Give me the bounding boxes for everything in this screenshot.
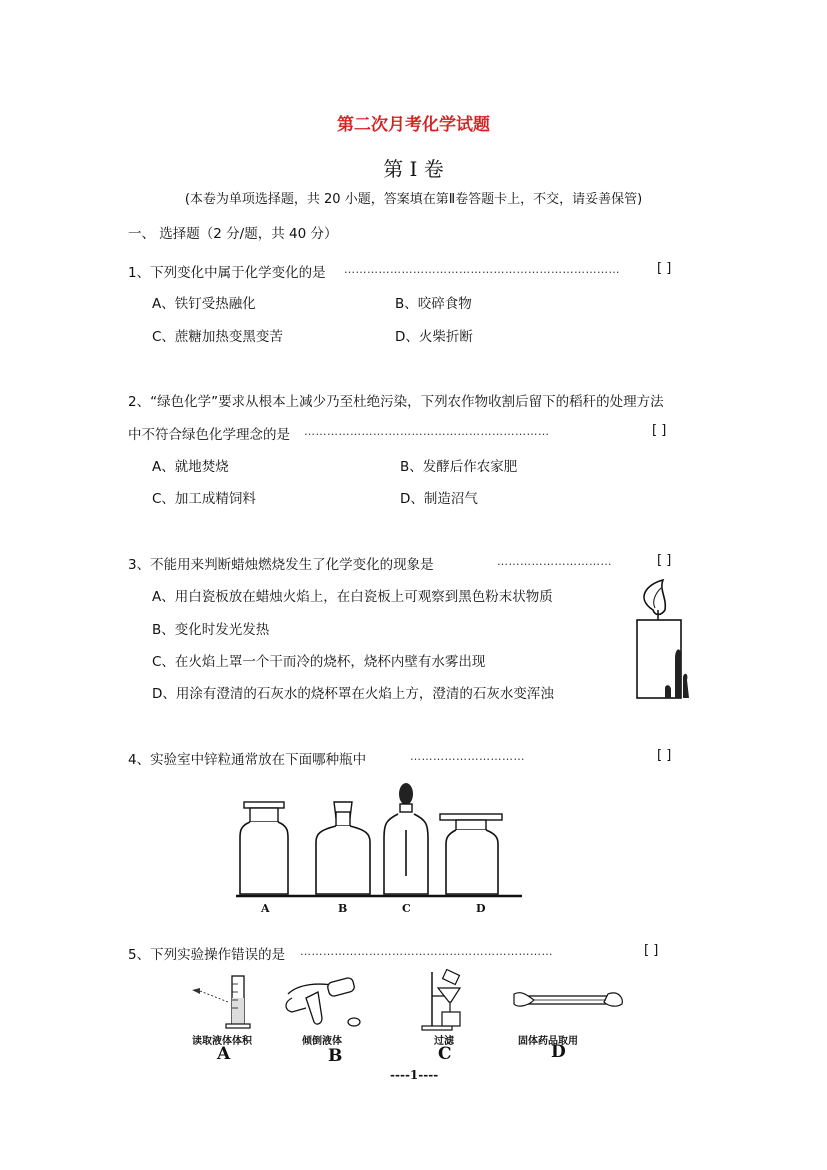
question-1-option-c: C、蔗糖加热变黑变苦: [152, 329, 283, 345]
operation-a-graduated-cylinder: [192, 976, 250, 1028]
question-1-option-a: A、铁钉受热融化: [152, 296, 256, 312]
bottle-label-b: B: [338, 902, 348, 915]
operation-caption-b: 倾倒液体: [302, 1036, 342, 1047]
candle-illustration: [625, 580, 705, 700]
question-2-dots: ………………….……………………………………: [304, 425, 550, 438]
question-3-dots: …………………………: [497, 555, 612, 568]
question-3-answer-bracket: [ ]: [657, 553, 672, 568]
section-heading: 一、 选择题（2 分/题，共 40 分）: [128, 226, 338, 242]
operation-b-pouring-liquid: [286, 977, 360, 1026]
question-4-dots: …………………………: [410, 750, 525, 763]
question-5-stem: 5、下列实验操作错误的是: [128, 947, 286, 963]
question-2-option-d: D、制造沼气: [400, 491, 478, 507]
bottle-label-a: A: [261, 902, 270, 915]
exam-title: 第二次月考化学试题: [337, 115, 490, 135]
operation-c-filtration: [422, 970, 460, 1030]
question-4-stem: 4、实验室中锌粒通常放在下面哪种瓶中: [128, 752, 367, 768]
instruction-note: (本卷为单项选择题，共 20 小题，答案填在第Ⅱ卷答题卡上，不交，请妥善保管): [184, 192, 643, 207]
bottle-b: [316, 802, 370, 894]
bottle-label-d: D: [476, 902, 486, 915]
question-1-dots: ………………………………………………………………: [344, 263, 620, 276]
question-3-option-d: D、用涂有澄清的石灰水的烧杯罩在火焰上方，澄清的石灰水变浑浊: [152, 686, 554, 702]
page-number: ----1----: [390, 1068, 439, 1082]
question-2-answer-bracket: [ ]: [652, 423, 667, 438]
part-heading: 第 I 卷: [383, 157, 444, 181]
operation-letter-a: A: [217, 1044, 231, 1064]
operation-letter-b: B: [328, 1046, 343, 1066]
operation-caption-c: 过滤: [434, 1036, 454, 1047]
bottle-c: [384, 783, 428, 894]
operation-caption-a: 读取液体体积: [192, 1036, 252, 1047]
question-2-stem: 2、“绿色化学”要求从根本上减少乃至杜绝污染，下列农作物收割后留下的稻秆的处理方法: [128, 394, 664, 410]
operation-letter-c: C: [438, 1044, 452, 1064]
question-1-answer-bracket: [ ]: [657, 261, 672, 276]
question-1-option-b: B、咬碎食物: [395, 296, 472, 312]
question-3-option-c: C、在火焰上罩一个干而冷的烧杯，烧杯内壁有水雾出现: [152, 654, 486, 670]
operation-caption-d: 固体药品取用: [518, 1036, 578, 1047]
question-2-option-b: B、发酵后作农家肥: [400, 459, 518, 475]
question-3-option-a: A、用白瓷板放在蜡烛火焰上，在白瓷板上可观察到黑色粉末状物质: [152, 589, 553, 605]
operation-letter-d: D: [551, 1042, 566, 1062]
question-1-stem: 1、下列变化中属于化学变化的是: [128, 265, 326, 281]
question-2-option-c: C、加工成精饲料: [152, 491, 256, 507]
question-4-answer-bracket: [ ]: [657, 748, 672, 763]
question-2-option-a: A、就地焚烧: [152, 459, 229, 475]
bottle-d: [440, 814, 502, 894]
operation-d-solid-drug-taking: [514, 993, 622, 1006]
question-3-option-b: B、变化时发光发热: [152, 622, 270, 638]
lab-operations-illustration: [188, 968, 638, 1034]
question-5-dots: …………………………………………………………: [300, 945, 553, 958]
bottle-label-c: C: [402, 902, 411, 915]
reagent-bottles-illustration: [234, 780, 524, 920]
question-3-stem: 3、不能用来判断蜡烛燃烧发生了化学变化的现象是: [128, 557, 434, 573]
question-1-option-d: D、火柴折断: [395, 329, 473, 345]
bottle-a: [240, 802, 288, 894]
question-2-stem-continued: 中不符合绿色化学理念的是: [128, 427, 290, 443]
question-5-answer-bracket: [ ]: [644, 943, 659, 958]
